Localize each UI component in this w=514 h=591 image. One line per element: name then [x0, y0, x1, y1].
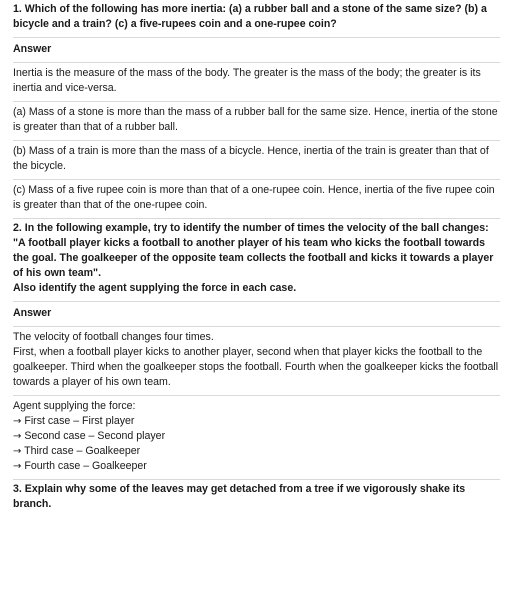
question-2-line-1: 2. In the following example, try to identify the number of times the velocity of the ball changes: — [13, 222, 489, 234]
answer-1-label: Answer — [13, 43, 52, 55]
answer-2-body — [13, 327, 500, 395]
agent-item-text: Fourth case – Goalkeeper — [24, 460, 147, 472]
question-2-line-3: Also identify the agent supplying the force in each case. — [13, 282, 297, 294]
answer-1-para-3 — [13, 141, 500, 179]
question-2-line-2: "A football player kicks a football to another player of his team who kicks the football towards the goal. The goalkeeper of the opposite team collects the football and kicks it towards a player of his own team". — [13, 237, 494, 279]
arrow-right-icon: → — [13, 416, 22, 427]
question-3-text: 3. Explain why some of the leaves may get detached from a tree if we vigorously shake its branch. — [13, 483, 466, 510]
arrow-right-icon: → — [13, 446, 22, 457]
arrow-right-icon: → — [13, 431, 22, 442]
list-item — [13, 459, 500, 474]
list-item — [13, 414, 500, 429]
question-2 — [13, 219, 500, 301]
answer-1-para-3-text: (b) Mass of a train is more than the mass of a bicycle. Hence, inertia of the train is greater than that of the bicycle. — [13, 145, 489, 172]
answer-2-line-2: First, when a football player kicks to another player, second when that player kicks the football to the goalkeeper. Third when the goalkeeper stops the football. Fourth when the goalkeeper kicks the football towards a player of his own team. — [13, 346, 499, 388]
agent-heading: Agent supplying the force: — [13, 400, 136, 412]
answer-2-line-1: The velocity of football changes four times. — [13, 331, 214, 343]
list-item — [13, 444, 500, 459]
agent-item-text: Second case – Second player — [24, 430, 166, 442]
answer-1-para-2 — [13, 102, 500, 140]
arrow-right-icon: → — [13, 461, 22, 472]
answer-2-label: Answer — [13, 307, 52, 319]
answer-1-para-2-text: (a) Mass of a stone is more than the mass of a rubber ball for the same size. Hence, inertia of the stone is greater than that of a rubber ball. — [13, 106, 498, 133]
answer-1-para-1-text: Inertia is the measure of the mass of the body. The greater is the mass of the body; the greater is its inertia and vice-versa. — [13, 67, 481, 94]
list-item — [13, 429, 500, 444]
question-3 — [13, 480, 500, 517]
answer-1-para-4-text: (c) Mass of a five rupee coin is more than that of a one-rupee coin. Hence, inertia of the five rupee coin is greater than that of the one-rupee coin. — [13, 184, 495, 211]
question-1 — [13, 0, 500, 37]
question-1-text: 1. Which of the following has more inertia: (a) a rubber ball and a stone of the same size? (b) a bicycle and a train? (c) a five-rupees coin and a one-rupee coin? — [13, 3, 487, 30]
agent-list — [13, 414, 500, 474]
agent-list-block — [13, 396, 500, 479]
answer-1-para-4 — [13, 180, 500, 218]
agent-item-text: First case – First player — [24, 415, 135, 427]
answer-1-para-1 — [13, 63, 500, 101]
agent-item-text: Third case – Goalkeeper — [24, 445, 141, 457]
